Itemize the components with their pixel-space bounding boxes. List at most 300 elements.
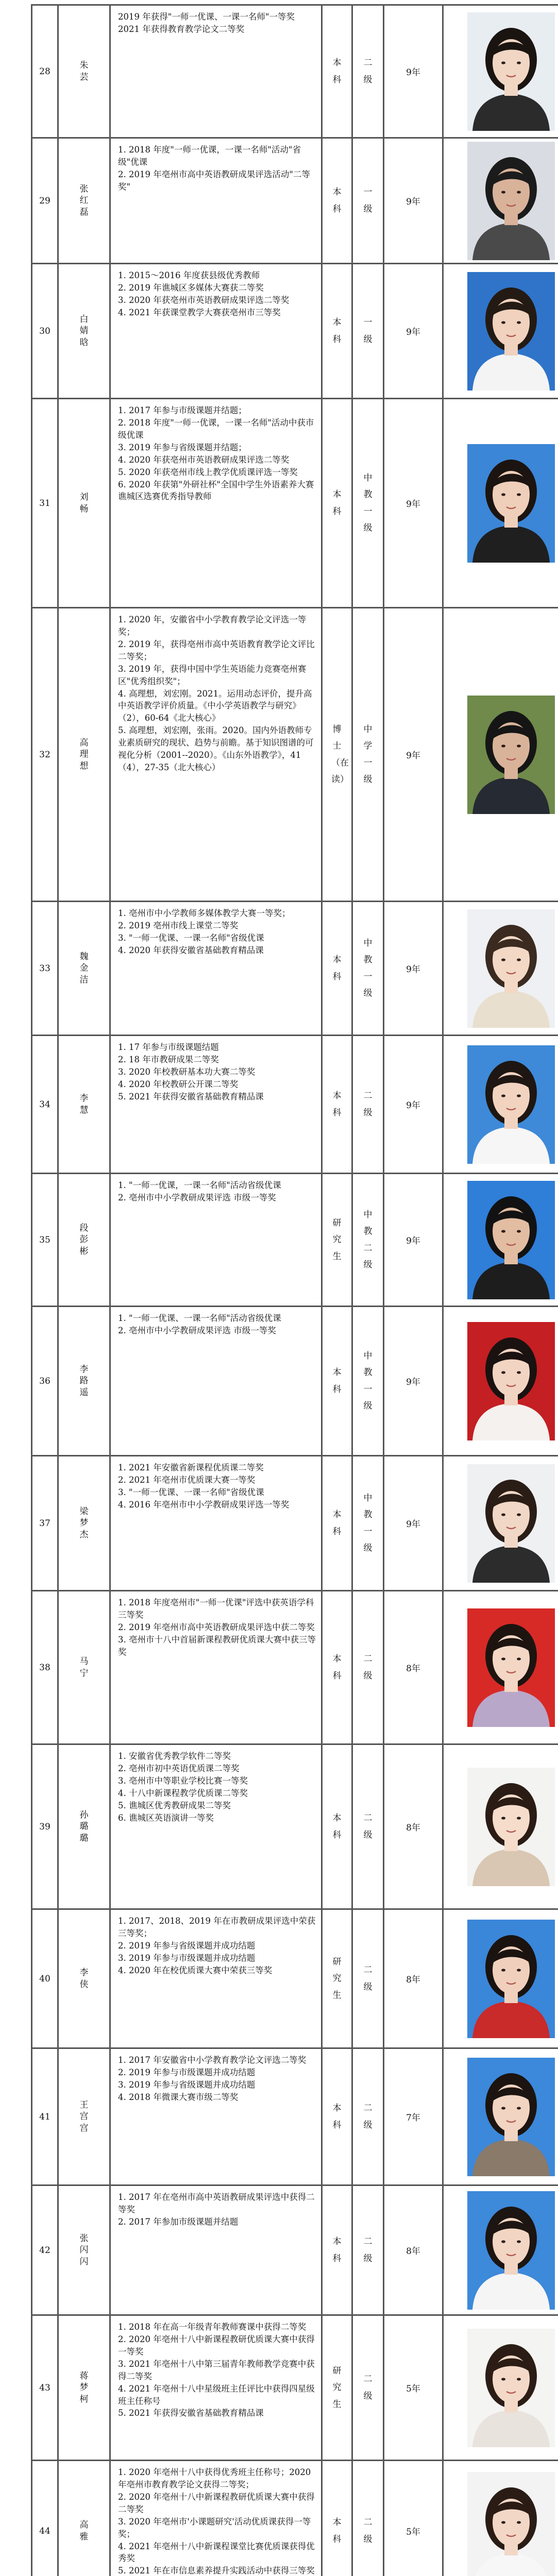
- teaching-years-cell: [384, 902, 443, 1036]
- award-line: 4. 2016 年亳州市中小学教研成果评选一等奖: [118, 1499, 290, 1510]
- education-cell: [322, 902, 352, 1036]
- portrait-photo: [467, 1768, 555, 1886]
- award-line: 5. 2021 年在市信息素养提升实践活动中获得三等奖: [118, 2566, 315, 2576]
- title-cell: [352, 1909, 384, 2048]
- photo-cell: [443, 1591, 558, 1744]
- professional-title: 中教一级: [363, 1350, 373, 1411]
- teacher-name: 马宁: [79, 1656, 89, 1679]
- education-level: 本科: [332, 1654, 342, 1681]
- award-line: 5. 2020 年获亳州市线上教学优质课评选一等奖: [118, 467, 298, 477]
- award-line: 2. 2018 年度"一师一优课，一课一名师"活动中获市级优课: [118, 417, 314, 440]
- photo-cell: [443, 1456, 558, 1591]
- education-cell: [322, 5, 352, 138]
- teacher-name-cell: [58, 138, 110, 264]
- teaching-years-cell: [384, 2048, 443, 2185]
- award-line: 5. 高理想，刘宏刚，张雨。2020。国内外语教师专业素质研究的现状、趋势与前瞻。基于知识图谱的可视化分析（2001--2020）。《山东外语教学》，41（4），27-35（北大核心）: [118, 725, 314, 773]
- table-row: [32, 1591, 558, 1744]
- award-line: 2019 年获得"一师一优课、一课一名师"一等奖: [118, 12, 295, 22]
- awards-cell: [110, 138, 322, 264]
- photo-cell: [443, 902, 558, 1036]
- award-line: 5. 谯城区优秀教研成果二等奖: [118, 1800, 231, 1810]
- table-row: [32, 1036, 558, 1174]
- teacher-name-cell: [58, 1307, 110, 1456]
- award-line: 1. 安徽省优秀教学软件二等奖: [118, 1751, 231, 1761]
- title-cell: [352, 2048, 384, 2185]
- row-number-cell: [32, 1909, 58, 2048]
- award-line: 1. "一师一优课、一课一名师"活动省级优课: [118, 1313, 281, 1323]
- teaching-years-cell: [384, 608, 443, 902]
- awards-cell: [110, 264, 322, 399]
- portrait-frame: [467, 2191, 555, 2310]
- award-line: 4. 2018 年微课大赛市级二等奖: [118, 2092, 239, 2102]
- teaching-years: 9年: [406, 751, 420, 761]
- award-line: 3. "一师一优课、一课一名师"省级优课: [118, 933, 264, 943]
- awards-cell: [110, 5, 322, 138]
- portrait-frame: [467, 1464, 555, 1583]
- award-line: 1. 2021 年安徽省新课程优质课二等奖: [118, 1463, 264, 1472]
- education-level: 本科: [332, 58, 342, 85]
- teacher-name: 孙璐璐: [79, 1810, 89, 1843]
- photo-cell: [443, 1307, 558, 1456]
- education-cell: [322, 1307, 352, 1456]
- awards-cell: [110, 2048, 322, 2185]
- award-line: 2. 2019 年谯城区多媒体大赛获二等奖: [118, 282, 264, 293]
- teacher-name-cell: [58, 264, 110, 399]
- table-row: [32, 1307, 558, 1456]
- award-line: 2. 2020 年亳州十八中新课程教研优质课大赛中获得一等奖: [118, 2334, 315, 2357]
- portrait-photo: [467, 1181, 555, 1299]
- photo-cell: [443, 399, 558, 608]
- teacher-name: 张闪闪: [79, 2233, 89, 2267]
- awards-cell: [110, 902, 322, 1036]
- teaching-years: 8年: [406, 1823, 420, 1833]
- award-line: 1. 2015～2016 年度获县级优秀教师: [118, 270, 260, 280]
- teaching-years: 9年: [406, 1100, 420, 1111]
- education-level: 本科: [332, 317, 342, 345]
- awards-cell: [110, 2461, 322, 2576]
- teacher-name: 张红磊: [79, 184, 89, 217]
- row-number: 33: [39, 963, 50, 974]
- title-cell: [352, 902, 384, 1036]
- row-number: 42: [39, 2245, 50, 2256]
- row-number: 28: [39, 66, 50, 77]
- table-row: [32, 2185, 558, 2315]
- portrait-photo: [467, 909, 555, 1028]
- row-number-cell: [32, 264, 58, 399]
- awards-cell: [110, 1456, 322, 1591]
- portrait-frame: [467, 12, 555, 131]
- education-cell: [322, 1591, 352, 1744]
- row-number: 34: [39, 1099, 50, 1110]
- portrait-frame: [467, 1608, 555, 1727]
- education-level: 本科: [332, 489, 342, 517]
- photo-cell: [443, 2048, 558, 2185]
- row-number-cell: [32, 1456, 58, 1591]
- portrait-frame: [467, 142, 555, 260]
- teaching-years-cell: [384, 138, 443, 264]
- awards-cell: [110, 1174, 322, 1307]
- award-line: 2. 2019 年参与省级课题并成功结题: [118, 1940, 256, 1951]
- teaching-years-cell: [384, 2461, 443, 2576]
- row-number: 41: [39, 2111, 50, 2122]
- education-cell: [322, 2185, 352, 2315]
- education-cell: [322, 608, 352, 902]
- teaching-years: 7年: [406, 2113, 420, 2123]
- award-line: 3. 2019 年，获得中国中学生英语能力竞赛亳州赛区"优秀组织奖"；: [118, 664, 307, 686]
- award-line: 3. 亳州市十八中首届新课程教研优质课大赛中获三等奖: [118, 1634, 316, 1657]
- teaching-years: 9年: [406, 499, 420, 510]
- education-level: 本科: [332, 2236, 342, 2264]
- professional-title: 二级: [363, 1965, 373, 1992]
- portrait-frame: [467, 909, 555, 1028]
- award-line: 3. 2020 年亳州市'小课题研究'活动优质课获得一等奖；: [118, 2516, 311, 2539]
- award-line: 2. 2019 年亳州市高中英语教研成果评选活动"二等奖": [118, 169, 310, 192]
- row-number: 38: [39, 1662, 50, 1673]
- portrait-frame: [467, 1768, 555, 1886]
- row-number-cell: [32, 1744, 58, 1909]
- row-number-cell: [32, 608, 58, 902]
- award-line: 1. "一师一优课，一课一名师"活动省级优课: [118, 1180, 281, 1190]
- row-number-cell: [32, 1036, 58, 1174]
- professional-title: 二级: [363, 1813, 373, 1840]
- teacher-name: 蒋梦柯: [79, 2371, 89, 2404]
- professional-title: 二级: [363, 58, 373, 85]
- teacher-name: 刘畅: [79, 492, 89, 514]
- title-cell: [352, 2315, 384, 2461]
- award-line: 2. 亳州市中小学教研成果评选 市级一等奖: [118, 1325, 276, 1335]
- teacher-name-cell: [58, 2461, 110, 2576]
- portrait-photo: [467, 444, 555, 563]
- award-line: 2. 2019 年亳州市高中英语教研成果评选中获二等奖: [118, 1622, 315, 1632]
- award-line: 3. "一师一优课、一课一名师"省级优课: [118, 1487, 264, 1497]
- professional-title: 中教一级: [363, 938, 373, 998]
- professional-title: 二级: [363, 1654, 373, 1681]
- teaching-years: 9年: [406, 1519, 420, 1530]
- awards-cell: [110, 399, 322, 608]
- awards-cell: [110, 2315, 322, 2461]
- title-cell: [352, 138, 384, 264]
- teacher-name: 高理想: [79, 738, 89, 771]
- row-number-cell: [32, 5, 58, 138]
- teacher-name-cell: [58, 399, 110, 608]
- table-row: [32, 399, 558, 608]
- teaching-years: 8年: [406, 1975, 420, 1985]
- table-row: [32, 264, 558, 399]
- row-number: 31: [39, 498, 50, 509]
- professional-title: 中学一级: [363, 724, 373, 785]
- portrait-photo: [467, 1322, 555, 1440]
- professional-title: 中教二级: [363, 1209, 373, 1270]
- table-row: [32, 2461, 558, 2576]
- table-row: [32, 1909, 558, 2048]
- professional-title: 一级: [363, 187, 373, 214]
- portrait-photo: [467, 1464, 555, 1583]
- teacher-name-cell: [58, 1036, 110, 1174]
- education-cell: [322, 1456, 352, 1591]
- professional-title: 一级: [363, 317, 373, 345]
- photo-cell: [443, 2315, 558, 2461]
- row-number: 36: [39, 1376, 50, 1386]
- teaching-years: 9年: [406, 197, 420, 207]
- photo-cell: [443, 1174, 558, 1307]
- title-cell: [352, 1036, 384, 1174]
- award-line: 4. 2020 年获亳州市英语教研成果评选二等奖: [118, 454, 290, 465]
- table-row: [32, 1744, 558, 1909]
- teaching-years-cell: [384, 1036, 443, 1174]
- title-cell: [352, 608, 384, 902]
- row-number-cell: [32, 902, 58, 1036]
- teaching-years-cell: [384, 1591, 443, 1744]
- title-cell: [352, 399, 384, 608]
- education-level: 本科: [332, 1813, 342, 1840]
- table-row: [32, 1174, 558, 1307]
- title-cell: [352, 264, 384, 399]
- teaching-years-cell: [384, 1909, 443, 2048]
- professional-title: 中教一级: [363, 472, 373, 533]
- award-line: 2. 2020 年亳州十八中新课程教研优质课大赛中获得二等奖: [118, 2492, 315, 2514]
- awards-cell: [110, 1307, 322, 1456]
- portrait-frame: [467, 444, 555, 563]
- teacher-name-cell: [58, 1909, 110, 2048]
- portrait-photo: [467, 12, 555, 131]
- award-line: 3. 2019 年参与市级课题并成功结题: [118, 1953, 256, 1963]
- award-line: 2021 年获得教育教学论文二等奖: [118, 24, 245, 34]
- teacher-name-cell: [58, 1174, 110, 1307]
- award-line: 1. 2018 年度亳州市"一师一优课"评选中获英语学科三等奖: [118, 1598, 314, 1620]
- photo-cell: [443, 2461, 558, 2576]
- row-number: 44: [39, 2526, 50, 2536]
- teaching-years-cell: [384, 1456, 443, 1591]
- award-line: 3. 2019 年参与省级课题并成功结题: [118, 2079, 256, 2090]
- award-line: 6. 谯城区英语演讲一等奖: [118, 1812, 214, 1823]
- award-line: 4. 2021 年亳州十八中星级班主任评比中获得四星级班主任称号: [118, 2383, 315, 2406]
- award-line: 2. 2017 年参加市级课题并结题: [118, 2216, 239, 2227]
- education-level: 本科: [332, 955, 342, 982]
- teacher-name-cell: [58, 2048, 110, 2185]
- portrait-frame: [467, 2329, 555, 2447]
- teaching-years: 5年: [406, 2384, 420, 2394]
- education-cell: [322, 399, 352, 608]
- awards-cell: [110, 1036, 322, 1174]
- education-cell: [322, 264, 352, 399]
- awards-cell: [110, 1909, 322, 2048]
- table-row: [32, 5, 558, 138]
- professional-title: 中教一级: [363, 1493, 373, 1553]
- teaching-years: 9年: [406, 327, 420, 337]
- photo-cell: [443, 1744, 558, 1909]
- portrait-frame: [467, 696, 555, 814]
- award-line: 1. 2017 年参与市级课题并结题；: [118, 405, 247, 415]
- award-line: 4. 高理想，刘宏刚。2021。运用动态评价，提升高中英语教学评价质量。《中小学英语教学与研究》（2），60-64《北大核心》: [118, 688, 312, 723]
- teacher-name: 段彭彬: [79, 1223, 89, 1257]
- award-line: 1. 2018 年度"一师一优课，一课一名师"活动"省级"优课: [118, 145, 301, 167]
- row-number: 39: [39, 1821, 50, 1832]
- photo-cell: [443, 1036, 558, 1174]
- teacher-name: 梁梦杰: [79, 1506, 89, 1540]
- professional-title: 二级: [363, 2103, 373, 2130]
- table-row: [32, 2048, 558, 2185]
- portrait-photo: [467, 2191, 555, 2310]
- teaching-years-cell: [384, 1174, 443, 1307]
- education-cell: [322, 1909, 352, 2048]
- roster-body: [32, 5, 558, 2576]
- teacher-name-cell: [58, 608, 110, 902]
- awards-cell: [110, 1744, 322, 1909]
- award-line: 1. 2017 年安徽省中小学教育教学论文评选二等奖: [118, 2055, 307, 2065]
- teacher-roster-table: [31, 4, 558, 2576]
- teacher-name: 李侠: [79, 1968, 89, 1990]
- award-line: 3. 2019 年参与省级课题并结题；: [118, 442, 247, 452]
- education-cell: [322, 1036, 352, 1174]
- education-level: 博士（在读）: [331, 724, 349, 785]
- education-cell: [322, 1744, 352, 1909]
- award-line: 5. 2021 年获得安徽省基础教育精品课: [118, 2408, 264, 2418]
- title-cell: [352, 2461, 384, 2576]
- teaching-years-cell: [384, 1744, 443, 1909]
- teaching-years-cell: [384, 264, 443, 399]
- portrait-photo: [467, 1608, 555, 1727]
- portrait-frame: [467, 272, 555, 391]
- photo-cell: [443, 2185, 558, 2315]
- award-line: 2. 亳州市中小学教研成果评选 市级一等奖: [118, 1192, 276, 1202]
- teaching-years-cell: [384, 2315, 443, 2461]
- row-number-cell: [32, 2185, 58, 2315]
- education-cell: [322, 2315, 352, 2461]
- teaching-years: 5年: [406, 2527, 420, 2537]
- award-line: 2. 2019 亳州市线上课堂二等奖: [118, 920, 239, 930]
- teacher-name: 朱芸: [79, 60, 89, 82]
- table-row: [32, 608, 558, 902]
- title-cell: [352, 5, 384, 138]
- award-line: 5. 2021 年获得安徽省基础教育精品课: [118, 1091, 264, 1101]
- row-number-cell: [32, 1591, 58, 1744]
- row-number-cell: [32, 1174, 58, 1307]
- education-level: 本科: [332, 2103, 342, 2130]
- photo-cell: [443, 264, 558, 399]
- award-line: 4. 2020 年校教研公开课二等奖: [118, 1079, 239, 1089]
- teaching-years: 8年: [406, 1664, 420, 1674]
- award-line: 4. 2020 年获得安徽省基础教育精品课: [118, 945, 264, 955]
- teacher-name: 李慧: [79, 1093, 89, 1115]
- award-line: 4. 2020 年在校优质课大赛中荣获三等奖: [118, 1965, 273, 1975]
- award-line: 3. 2021 年亳州十八中第三届青年教师教学竞赛中获得二等奖: [118, 2359, 315, 2381]
- teacher-name-cell: [58, 1591, 110, 1744]
- award-line: 4. 2021 年获课堂教学大赛获亳州市三等奖: [118, 307, 281, 317]
- row-number-cell: [32, 2048, 58, 2185]
- teaching-years: 8年: [406, 2246, 420, 2257]
- row-number-cell: [32, 399, 58, 608]
- award-line: 3. 2020 年获亳州市英语教研成果评选二等奖: [118, 295, 290, 305]
- title-cell: [352, 1744, 384, 1909]
- row-number: 40: [39, 1973, 50, 1984]
- award-line: 3. 亳州市中等职业学校比赛一等奖: [118, 1775, 248, 1786]
- row-number: 32: [39, 749, 50, 760]
- title-cell: [352, 2185, 384, 2315]
- education-level: 本科: [332, 1367, 342, 1395]
- portrait-frame: [467, 2058, 555, 2176]
- award-line: 6. 2020 年获第"外研社杯"全国中学生外语素养大赛谯城区选赛优秀指导教师: [118, 479, 314, 502]
- table-row: [32, 902, 558, 1036]
- row-number-cell: [32, 2461, 58, 2576]
- teaching-years-cell: [384, 2185, 443, 2315]
- portrait-frame: [467, 1181, 555, 1299]
- awards-cell: [110, 2185, 322, 2315]
- professional-title: 二级: [363, 1091, 373, 1118]
- portrait-photo: [467, 2329, 555, 2447]
- teacher-name-cell: [58, 1456, 110, 1591]
- professional-title: 二级: [363, 2517, 373, 2545]
- title-cell: [352, 1456, 384, 1591]
- award-line: 2. 亳州市初中英语优质课二等奖: [118, 1763, 240, 1773]
- award-line: 2. 2019 年参与市级课题并成功结题: [118, 2067, 256, 2077]
- portrait-frame: [467, 1322, 555, 1440]
- education-level: 本科: [332, 187, 342, 214]
- photo-cell: [443, 138, 558, 264]
- portrait-photo: [467, 696, 555, 814]
- teaching-years: 9年: [406, 1377, 420, 1387]
- award-line: 1. 2017、2018、2019 年在市教研成果评选中荣获三等奖；: [118, 1916, 316, 1938]
- portrait-photo: [467, 142, 555, 260]
- teacher-name: 王宫宫: [79, 2100, 89, 2133]
- portrait-frame: [467, 1045, 555, 1164]
- row-number-cell: [32, 138, 58, 264]
- title-cell: [352, 1307, 384, 1456]
- education-cell: [322, 138, 352, 264]
- photo-cell: [443, 1909, 558, 2048]
- row-number-cell: [32, 1307, 58, 1456]
- education-level: 本科: [332, 2517, 342, 2545]
- award-line: 3. 2020 年校教研基本功大赛二等奖: [118, 1066, 256, 1077]
- portrait-frame: [467, 1920, 555, 2038]
- professional-title: 二级: [363, 2236, 373, 2264]
- teaching-years: 9年: [406, 67, 420, 78]
- table-row: [32, 1456, 558, 1591]
- portrait-photo: [467, 2472, 555, 2576]
- portrait-frame: [467, 2472, 555, 2576]
- award-line: 4. 2021 年亳州十八中新课程课堂比赛优质课获得优秀奖: [118, 2541, 315, 2564]
- table-row: [32, 138, 558, 264]
- row-number: 29: [39, 195, 50, 206]
- photo-cell: [443, 608, 558, 902]
- row-number: 35: [39, 1234, 50, 1245]
- photo-cell: [443, 5, 558, 138]
- award-line: 1. 2018 年在高一年级青年教师赛课中获得二等奖: [118, 2322, 307, 2332]
- teaching-years: 9年: [406, 1236, 420, 1246]
- awards-cell: [110, 608, 322, 902]
- award-line: 1. 17 年参与市级课题结题: [118, 1042, 219, 1052]
- teaching-years-cell: [384, 5, 443, 138]
- title-cell: [352, 1591, 384, 1744]
- row-number: 43: [39, 2382, 50, 2393]
- teaching-years-cell: [384, 399, 443, 608]
- education-level: 研究生: [332, 1957, 342, 2001]
- table-row: [32, 2315, 558, 2461]
- teaching-years: 9年: [406, 964, 420, 975]
- award-line: 1. 2020 年亳州十八中获得优秀班主任称号；2020 年亳州市教育教学论文获得二等奖；: [118, 2467, 311, 2489]
- education-cell: [322, 2048, 352, 2185]
- portrait-photo: [467, 1045, 555, 1164]
- teacher-name-cell: [58, 5, 110, 138]
- portrait-photo: [467, 2058, 555, 2176]
- teacher-name-cell: [58, 2185, 110, 2315]
- education-cell: [322, 1174, 352, 1307]
- award-line: 1. 亳州市中小学教师多媒体教学大赛一等奖；: [118, 908, 291, 918]
- award-line: 4. 十八中新课程教学优质课二等奖: [118, 1788, 248, 1798]
- row-number: 37: [39, 1518, 50, 1529]
- teacher-name-cell: [58, 902, 110, 1036]
- education-level: 本科: [332, 1091, 342, 1118]
- awards-cell: [110, 1591, 322, 1744]
